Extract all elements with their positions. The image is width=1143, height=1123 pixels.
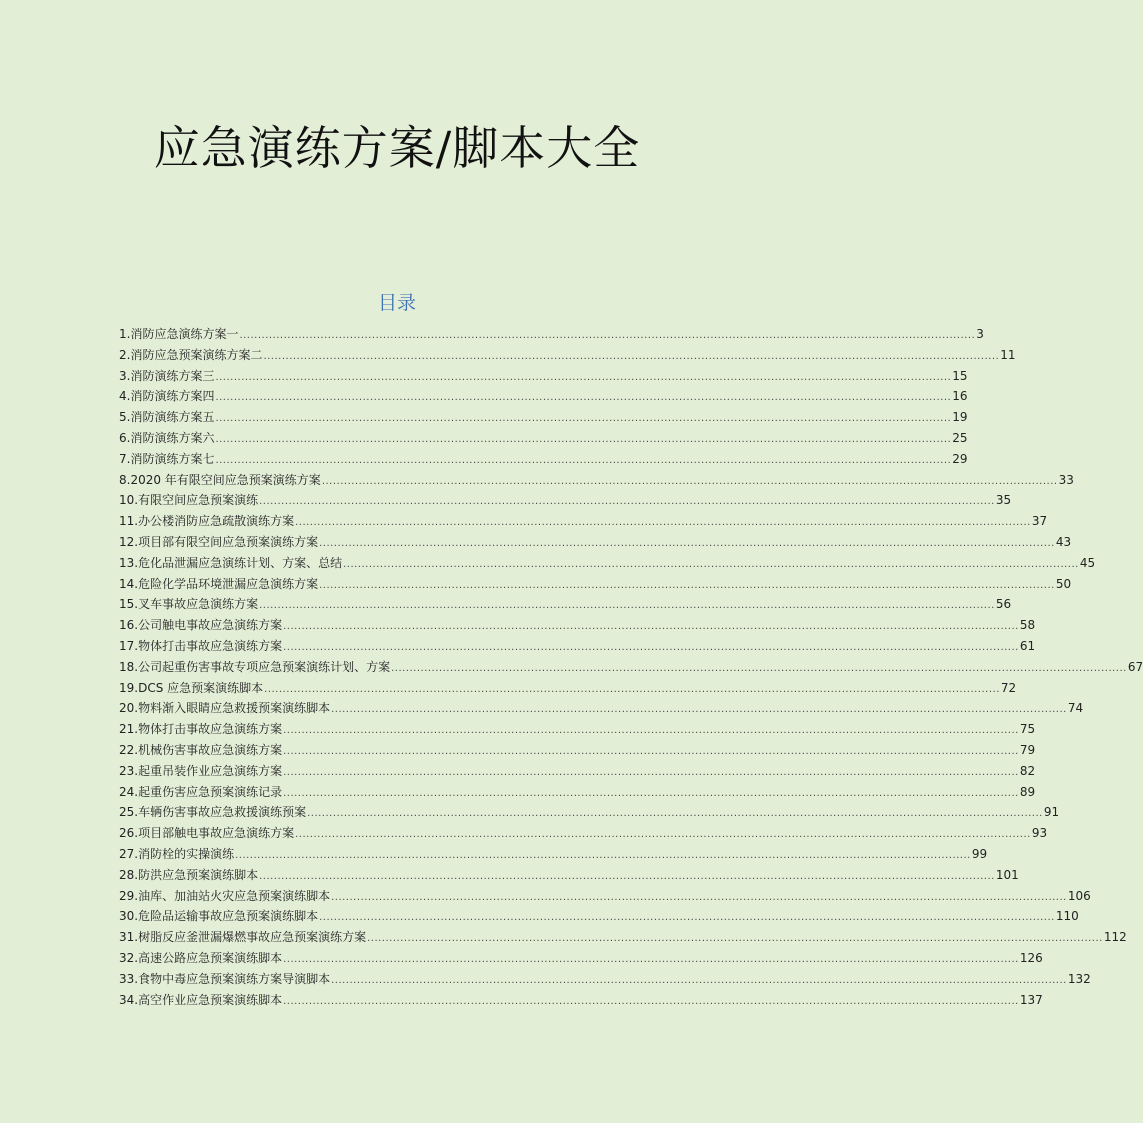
toc-entry-label: 34.高空作业应急预案演练脚本 — [119, 992, 283, 1007]
toc-entry-label: 27.消防栓的实操演练 — [119, 846, 235, 861]
toc-entry[interactable] — [119, 719, 1036, 740]
toc-dot-leader: ........................................................................................................................................................................................................ — [283, 745, 1019, 757]
toc-dot-leader: ........................................................................................................................................................................................................ — [215, 433, 952, 445]
toc-entry[interactable] — [119, 678, 1017, 699]
toc-entry-label: 13.危化品泄漏应急演练计划、方案、总结 — [119, 555, 343, 570]
toc-entry[interactable] — [119, 761, 1036, 782]
toc-entry[interactable] — [119, 490, 1012, 511]
toc-entry-label: 16.公司触电事故应急演练方案 — [119, 618, 283, 633]
toc-entry[interactable] — [119, 990, 1043, 1011]
toc-entry[interactable] — [119, 636, 1036, 657]
toc-dot-leader: ........................................................................................................................................................................................................ — [367, 933, 1103, 945]
toc-entry-label: 24.起重伤害应急预案演练记录 — [119, 784, 283, 799]
toc-dot-leader: ........................................................................................................................................................................................................ — [215, 413, 952, 425]
toc-dot-leader: ........................................................................................................................................................................................................ — [331, 974, 1067, 986]
toc-entry-page-number: 16 — [952, 389, 968, 404]
toc-entry-page-number: 11 — [1000, 347, 1016, 362]
toc-heading: 目录 — [377, 292, 416, 314]
toc-entry-page-number: 110 — [1055, 909, 1079, 924]
toc-entry-label: 6.消防演练方案六 — [119, 430, 215, 445]
toc-entry[interactable] — [119, 844, 988, 865]
toc-entry[interactable] — [119, 407, 968, 428]
toc-entry[interactable] — [119, 823, 1048, 844]
toc-entry-page-number: 61 — [1019, 638, 1036, 653]
toc-entry-label: 31.树脂反应釜泄漏爆燃事故应急预案演练方案 — [119, 930, 367, 945]
toc-entry-page-number: 50 — [1055, 576, 1072, 591]
toc-entry-page-number: 99 — [971, 846, 988, 861]
toc-entry-page-number: 79 — [1019, 742, 1036, 757]
toc-entry-label: 22.机械伤害事故应急演练方案 — [119, 742, 283, 757]
toc-entry[interactable] — [119, 886, 1091, 907]
toc-entry-label: 1.消防应急演练方案一 — [119, 327, 239, 341]
toc-entry-page-number: 106 — [1067, 888, 1091, 903]
toc-dot-leader: ........................................................................................................................................................................................................ — [331, 891, 1067, 903]
toc-dot-leader: ........................................................................................................................................................................................................ — [319, 912, 1055, 924]
toc-dot-leader: ........................................................................................................................................................................................................ — [283, 953, 1019, 965]
toc-entry-label: 14.危险化学品环境泄漏应急演练方案 — [119, 576, 319, 591]
toc-dot-leader: ........................................................................................................................................................................................................ — [264, 683, 1000, 695]
toc-entry-page-number: 15 — [952, 368, 968, 383]
toc-dot-leader: ........................................................................................................................................................................................................ — [391, 662, 1127, 674]
toc-dot-leader: ........................................................................................................................................................................................................ — [235, 849, 971, 861]
toc-entry-page-number: 19 — [952, 410, 968, 425]
toc-entry-label: 26.项目部触电事故应急演练方案 — [119, 826, 295, 841]
toc-entry[interactable] — [119, 782, 1036, 803]
toc-dot-leader: ........................................................................................................................................................................................................ — [215, 371, 952, 383]
toc-entry-page-number: 35 — [995, 493, 1012, 508]
toc-entry-page-number: 82 — [1019, 763, 1036, 778]
toc-entry[interactable] — [119, 511, 1048, 532]
toc-entry-page-number: 137 — [1019, 992, 1043, 1007]
toc-dot-leader: ........................................................................................................................................................................................................ — [239, 330, 976, 341]
toc-entry[interactable] — [119, 865, 1019, 886]
toc-entry-page-number: 132 — [1067, 971, 1091, 986]
toc-dot-leader: ........................................................................................................................................................................................................ — [283, 621, 1019, 633]
toc-dot-leader: ........................................................................................................................................................................................................ — [295, 829, 1031, 841]
toc-entry-label: 7.消防演练方案七 — [119, 451, 215, 466]
toc-dot-leader: ........................................................................................................................................................................................................ — [259, 600, 995, 612]
toc-entry-page-number: 29 — [952, 451, 968, 466]
toc-dot-leader: ........................................................................................................................................................................................................ — [319, 579, 1055, 591]
toc-entry-label: 12.项目部有限空间应急预案演练方案 — [119, 534, 319, 549]
toc-entry[interactable] — [119, 948, 1043, 969]
toc-dot-leader: ........................................................................................................................................................................................................ — [215, 454, 952, 466]
toc-entry-label: 20.物料渐入眼睛应急救援预案演练脚本 — [119, 701, 331, 716]
toc-entry-page-number: 74 — [1067, 701, 1084, 716]
toc-entry-label: 4.消防演练方案四 — [119, 389, 215, 404]
toc-entry-label: 18.公司起重伤害事故专项应急预案演练计划、方案 — [119, 659, 391, 674]
toc-entry-label: 19.DCS 应急预案演练脚本 — [119, 680, 264, 695]
toc-entry-label: 15.叉车事故应急演练方案 — [119, 597, 259, 612]
toc-entry[interactable] — [119, 594, 1012, 615]
document-title: 应急演练方案/脚本大全 — [153, 121, 641, 175]
toc-entry-page-number: 112 — [1103, 930, 1127, 945]
toc-entry[interactable] — [119, 802, 1060, 823]
toc-entry[interactable] — [119, 553, 1096, 574]
toc-entry-label: 21.物体打击事故应急演练方案 — [119, 722, 283, 737]
toc-entry-page-number: 89 — [1019, 784, 1036, 799]
toc-entry-page-number: 101 — [995, 867, 1019, 882]
toc-entry[interactable] — [119, 740, 1036, 761]
toc-entry[interactable] — [119, 698, 1084, 719]
toc-entry-page-number: 58 — [1019, 618, 1036, 633]
toc-entry-label: 33.食物中毒应急预案演练方案导演脚本 — [119, 971, 331, 986]
toc-entry-page-number: 56 — [995, 597, 1012, 612]
toc-entry-page-number: 93 — [1031, 826, 1048, 841]
toc-dot-leader: ........................................................................................................................................................................................................ — [283, 641, 1019, 653]
toc-entry[interactable] — [119, 428, 968, 449]
toc-entry-label: 30.危险品运输事故应急预案演练脚本 — [119, 909, 319, 924]
toc-entry-page-number: 25 — [952, 430, 968, 445]
toc-entry[interactable] — [119, 345, 1016, 366]
toc-entry[interactable] — [119, 927, 1127, 948]
toc-dot-leader: ........................................................................................................................................................................................................ — [283, 766, 1019, 778]
toc-entry-page-number: 67 — [1127, 659, 1143, 674]
toc-entry-label: 2.消防应急预案演练方案二 — [119, 347, 263, 362]
toc-entry[interactable] — [119, 324, 984, 345]
toc-dot-leader: ........................................................................................................................................................................................................ — [259, 870, 995, 882]
toc-entry-page-number: 72 — [1000, 680, 1017, 695]
toc-entry[interactable] — [119, 574, 1072, 595]
toc-entry-label: 5.消防演练方案五 — [119, 410, 215, 425]
toc-dot-leader: ........................................................................................................................................................................................................ — [283, 725, 1019, 737]
toc-dot-leader: ........................................................................................................................................................................................................ — [263, 350, 1000, 362]
toc-dot-leader: ........................................................................................................................................................................................................ — [295, 517, 1031, 529]
toc-dot-leader: ........................................................................................................................................................................................................ — [215, 392, 952, 404]
toc-entry[interactable] — [119, 969, 1091, 990]
toc-entry-label: 17.物体打击事故应急演练方案 — [119, 638, 283, 653]
toc-entry-label: 28.防洪应急预案演练脚本 — [119, 867, 259, 882]
toc-dot-leader: ........................................................................................................................................................................................................ — [343, 558, 1079, 570]
toc-entry-page-number: 33 — [1058, 472, 1074, 487]
toc-entry-label: 32.高速公路应急预案演练脚本 — [119, 950, 283, 965]
toc-entry-label: 25.车辆伤害事故应急救援演练预案 — [119, 805, 307, 820]
toc-entry[interactable] — [119, 449, 968, 470]
toc-entry-label: 23.起重吊装作业应急演练方案 — [119, 763, 283, 778]
toc-entry-label: 29.油库、加油站火灾应急预案演练脚本 — [119, 888, 331, 903]
toc-entry-page-number: 45 — [1079, 555, 1096, 570]
toc-entry-page-number: 91 — [1043, 805, 1060, 820]
toc-dot-leader: ........................................................................................................................................................................................................ — [319, 537, 1055, 549]
toc-entry-label: 10.有限空间应急预案演练 — [119, 493, 259, 508]
toc-entry-page-number: 75 — [1019, 722, 1036, 737]
toc-entry-label: 8.2020 年有限空间应急预案演练方案 — [119, 472, 321, 487]
toc-entry-page-number: 37 — [1031, 514, 1048, 529]
toc-entry[interactable] — [119, 532, 1072, 553]
toc-entry[interactable] — [119, 470, 1074, 491]
toc-entry-page-number: 126 — [1019, 950, 1043, 965]
toc-entry[interactable] — [119, 366, 968, 387]
toc-entry-label: 11.办公楼消防应急疏散演练方案 — [119, 514, 295, 529]
toc-entry-label: 3.消防演练方案三 — [119, 368, 215, 383]
toc-entry-page-number: 43 — [1055, 534, 1072, 549]
toc-dot-leader: ........................................................................................................................................................................................................ — [307, 808, 1043, 820]
toc-entry[interactable] — [119, 657, 1143, 678]
table-of-contents — [119, 324, 1143, 1010]
toc-dot-leader: ........................................................................................................................................................................................................ — [321, 475, 1058, 487]
toc-entry-page-number: 3 — [976, 327, 984, 341]
toc-dot-leader: ........................................................................................................................................................................................................ — [259, 496, 995, 508]
toc-dot-leader: ........................................................................................................................................................................................................ — [283, 995, 1019, 1007]
toc-dot-leader: ........................................................................................................................................................................................................ — [331, 704, 1067, 716]
toc-dot-leader: ........................................................................................................................................................................................................ — [283, 787, 1019, 799]
toc-entry[interactable] — [119, 615, 1036, 636]
toc-entry[interactable] — [119, 906, 1079, 927]
toc-entry[interactable] — [119, 386, 968, 407]
